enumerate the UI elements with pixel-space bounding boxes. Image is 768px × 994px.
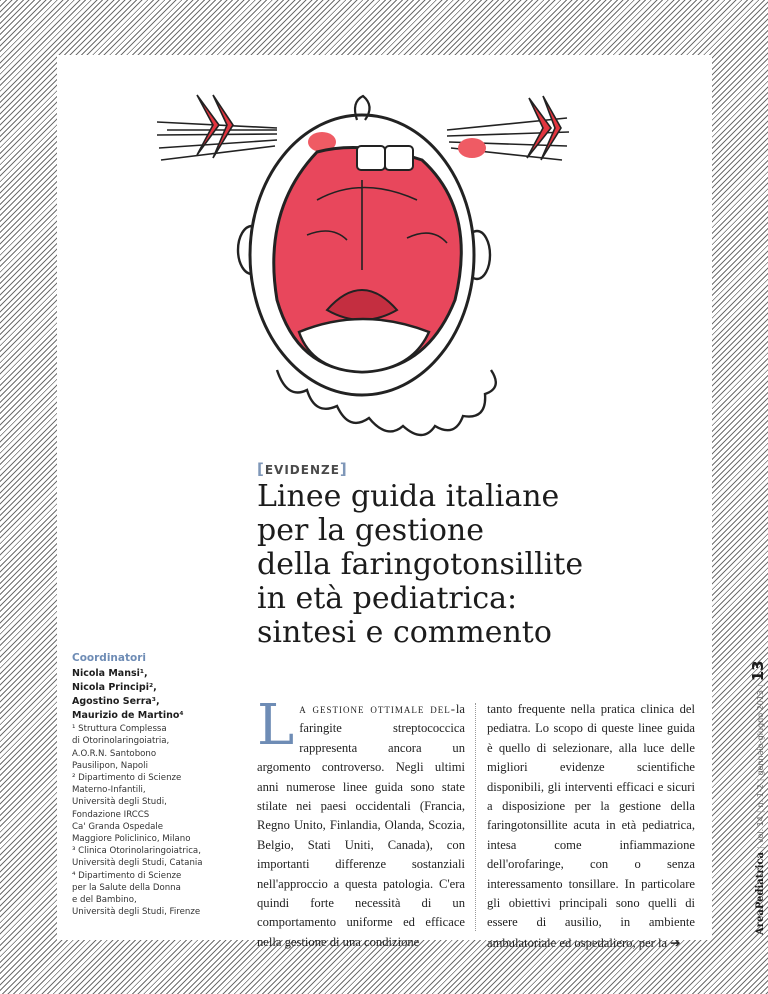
tooth-right [385,146,413,170]
title-line: della faringotonsillite [257,547,584,582]
article-title [257,480,657,650]
screaming-child-illustration [157,70,587,460]
drop-cap: L [257,693,295,758]
tooth-left [357,146,385,170]
affiliation-line: ¹ Struttura Complessa [72,724,167,735]
section-label-text: EVIDENZE [264,463,340,477]
affiliation-line: Pausilipon, Napoli [72,760,148,771]
affiliation-line: Università degli Studi, Firenze [72,907,201,918]
journal-date: gennaio-giugno 2013 [756,690,765,776]
column-2-text: tanto frequente nella pratica clinica del pediatra. Lo scopo di queste linee guida è quello di selezionare, alla luce delle migliori evidenze scientifiche disponibili, gli interventi efficaci e sicuri a disposizione per la gestione della faringotonsillite acuta in età pediatrica, intesa come infiammazione dell'orofaringe, con o senza interessamento tonsillare. In particolare gli obiettivi principali sono quelli di essere di ausilio, in ambiente ambulatoriale ed ospedaliero, per la [487,702,695,950]
affiliation-line: Università degli Studi, [72,797,167,808]
lead-in-text: a gestione ottimale del- [299,702,456,716]
body-column-1 [257,693,465,952]
affiliation-line: Università degli Studi, Catania [72,858,203,869]
column-divider [475,703,476,931]
title-line: in età pediatrica: [257,581,518,616]
journal-volume: vol. 14 [756,816,765,844]
affiliation-line: e del Bambino, [72,895,137,906]
section-label: [EVIDENZE] [257,460,348,478]
title-line: Linee guida italiane [257,479,560,514]
affiliation-line: ³ Clinica Otorinolaringoiatrica, [72,846,201,857]
coordinators-block [72,652,217,918]
journal-sidebar: AreaPediatrica|vol. 14|n. 1-2|gennaio-giugno 2013|13 [749,660,767,935]
author-name: Agostino Serra³, [72,696,160,708]
article-page [57,55,767,950]
author-name: Nicola Mansi¹, [72,668,148,680]
affiliation-line: di Otorinolaringoiatria, [72,736,170,747]
author-name: Nicola Principi², [72,682,157,694]
title-line: per la gestione [257,513,484,548]
coordinators-label: Coordinatori [72,652,146,664]
journal-issue: n. 1-2 [756,784,765,808]
affiliation-line: ² Dipartimento di Scienze [72,773,182,784]
journal-name: AreaPediatrica [755,851,766,935]
affiliation-line: Ca' Granda Ospedale [72,821,164,832]
affiliation-line: Materno-Infantili, [72,785,146,796]
affiliation-line: ⁴ Dipartimento di Scienze [72,870,182,881]
column-1-text: la faringite streptococcica rappresenta ancora un argomento controverso. Negli ultimi anni numerose linee guida sono state stilate nei paesi occidentali (Francia, Regno Unito, Finlandia, Olanda, Scozia, Belgio, Stati Uniti, Canada), con importanti differenze sostanziali nell'approccio a questa patologia. C'era quindi forte necessità di un comportamento uniforme ed efficace nella gestione di una condizione [257,702,465,949]
affiliation-line: Fondazione IRCCS [72,809,150,820]
affiliation-line: per la Salute della Donna [72,882,181,893]
affiliation-line: A.O.R.N. Santobono [72,748,157,759]
page-number: 13 [749,660,767,682]
body-column-2 [487,700,695,953]
right-cheek [458,138,486,158]
author-name: Maurizio de Martino⁴ [72,710,184,722]
title-line: sintesi e commento [257,615,552,650]
continue-arrow-icon[interactable]: ➔ [670,934,681,950]
affiliation-line: Maggiore Policlinico, Milano [72,834,191,845]
left-pigtail [157,95,277,160]
